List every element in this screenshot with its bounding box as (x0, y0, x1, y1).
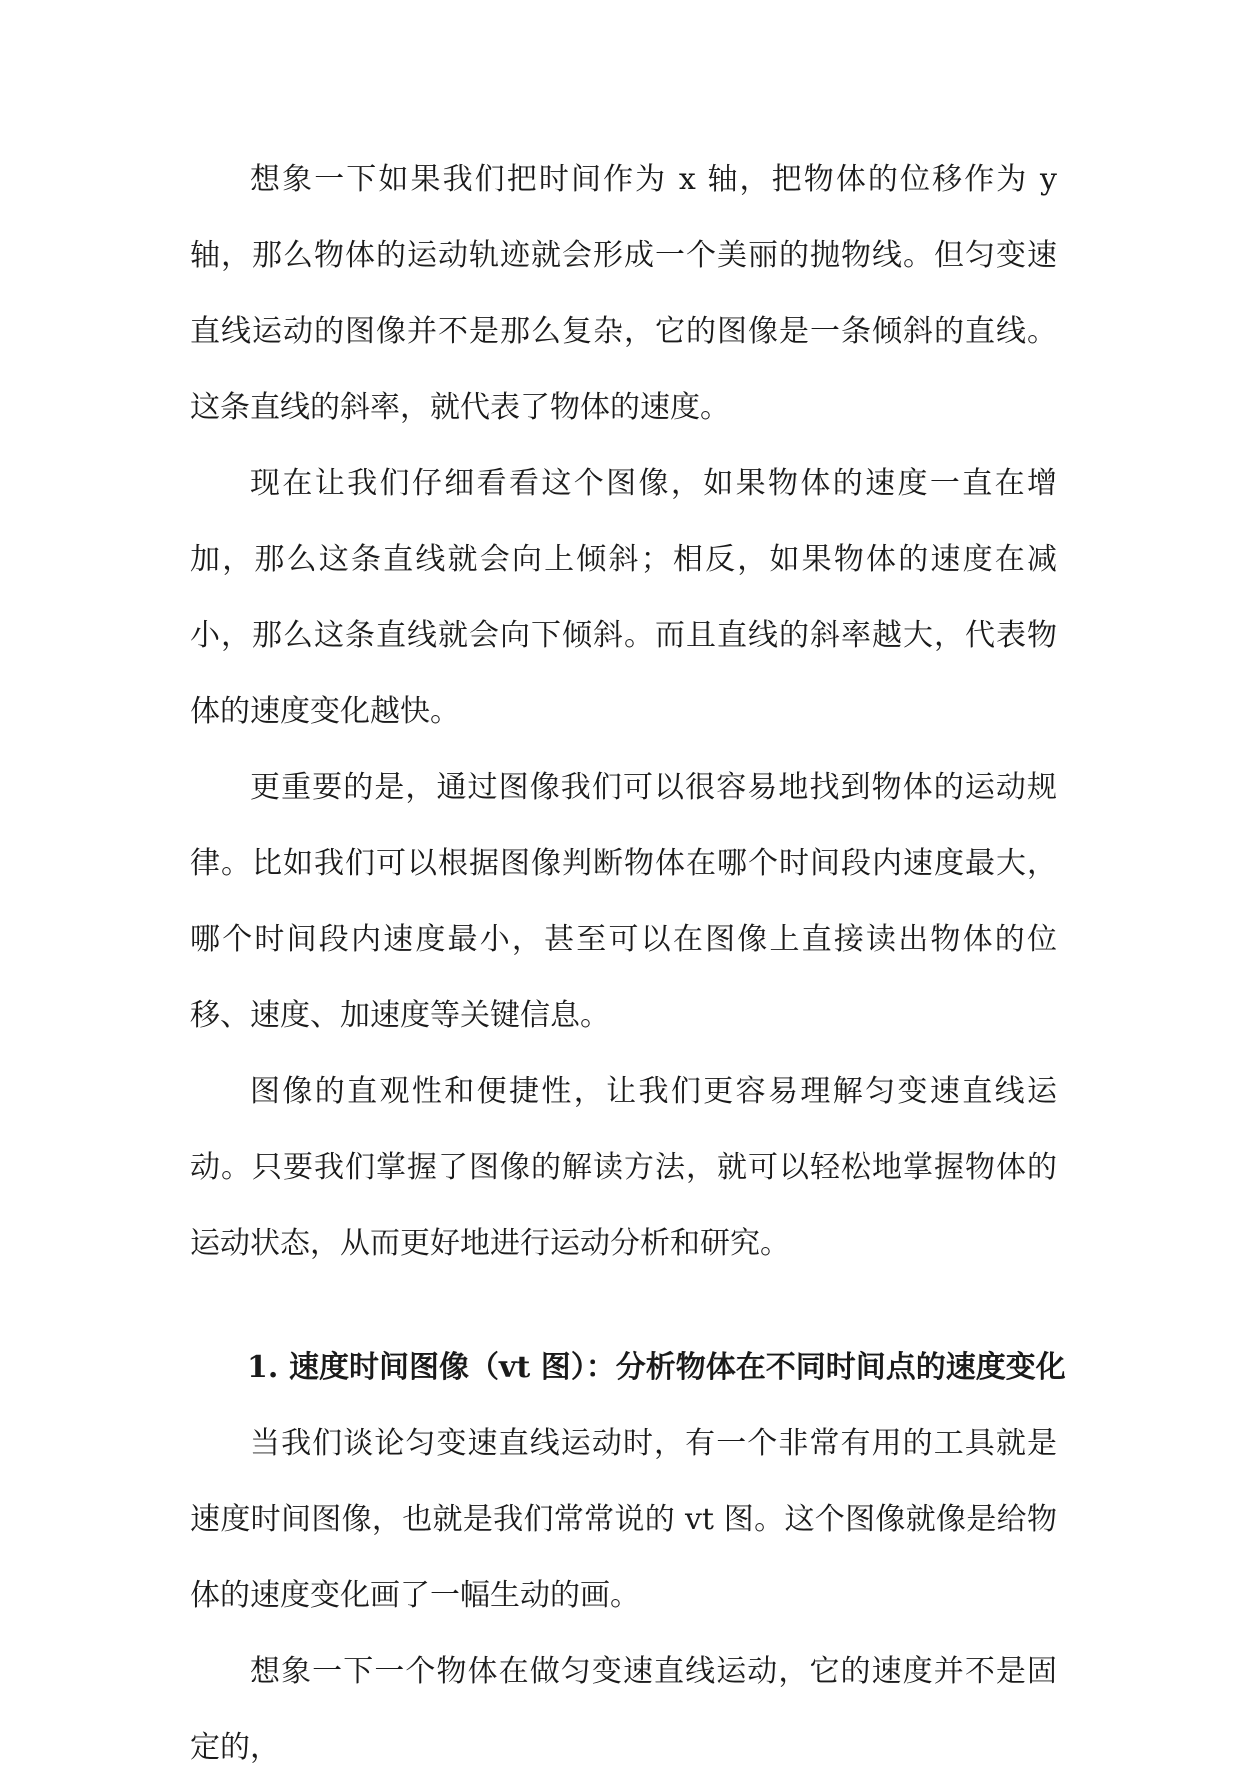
paragraph: 现在让我们仔细看看这个图像，如果物体的速度一直在增加，那么这条直线就会向上倾斜；相反，如果物体的速度在减小，那么这条直线就会向下倾斜。而且直线的斜率越大，代表物体的速度变化越快。 (190, 466, 1057, 729)
document-page (190, 142, 1066, 1786)
section-title: 速度时间图像（vt 图）：分析物体在不同时间点的速度变化 (289, 1350, 1066, 1385)
section-heading (190, 1330, 1066, 1406)
paragraph: 当我们谈论匀变速直线运动时，有一个非常有用的工具就是速度时间图像，也就是我们常常说的 vt 图。这个图像就像是给物体的速度变化画了一幅生动的画。 (190, 1426, 1057, 1613)
paragraph: 想象一下如果我们把时间作为 x 轴，把物体的位移作为 y 轴，那么物体的运动轨迹就会形成一个美丽的抛物线。但匀变速直线运动的图像并不是那么复杂，它的图像是一条倾斜的直线。这条直线的斜率，就代表了物体的速度。 (190, 162, 1057, 425)
paragraph: 想象一下一个物体在做匀变速直线运动，它的速度并不是固定的， (190, 1654, 1057, 1765)
paragraph: 图像的直观性和便捷性，让我们更容易理解匀变速直线运动。只要我们掌握了图像的解读方法，就可以轻松地掌握物体的运动状态，从而更好地进行运动分析和研究。 (190, 1074, 1057, 1261)
paragraph: 更重要的是，通过图像我们可以很容易地找到物体的运动规律。比如我们可以根据图像判断物体在哪个时间段内速度最大，哪个时间段内速度最小，甚至可以在图像上直接读出物体的位移、速度、加速度等关键信息。 (190, 770, 1057, 1033)
section-number: 1. (247, 1350, 279, 1385)
